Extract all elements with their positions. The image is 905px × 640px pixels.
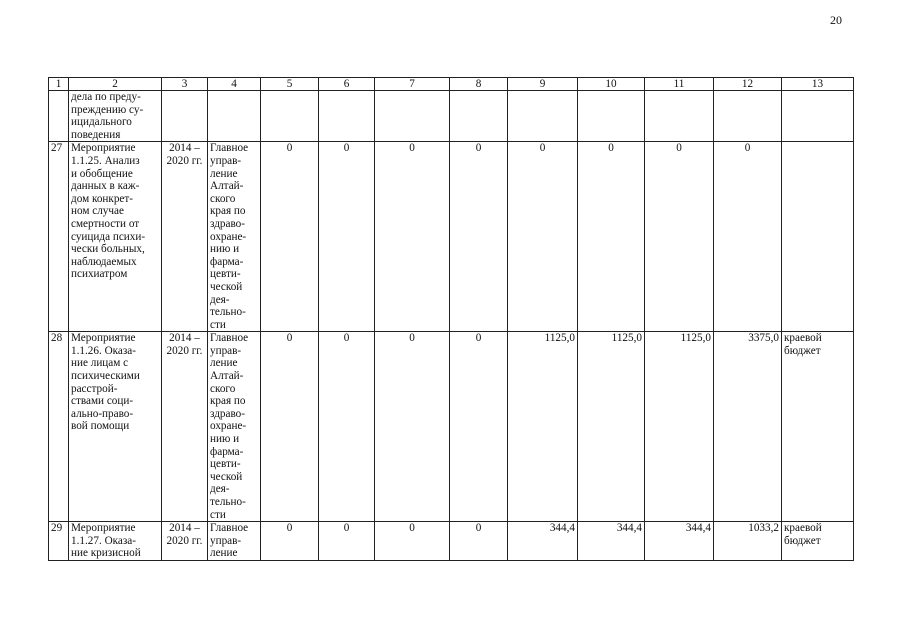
cell-value: 0 [450, 332, 508, 522]
text-line: охране- [210, 420, 247, 433]
cell-value [645, 91, 714, 142]
cell-term [162, 522, 208, 561]
text-line: Мероприятие [71, 142, 136, 155]
table-row [49, 522, 854, 561]
column-header: 3 [162, 78, 208, 91]
cell-value: 0 [450, 522, 508, 561]
text-line: тельно- [210, 496, 246, 508]
cell-source [782, 332, 854, 522]
text-line: дея- [210, 293, 230, 306]
cell-num: 29 [49, 522, 69, 561]
cell-term [162, 332, 208, 522]
cell-value: 1125,0 [508, 332, 578, 522]
cell-value: 0 [319, 522, 375, 561]
text-line: ние кризисной [71, 547, 141, 560]
text-line: дела по преду- [71, 91, 141, 103]
cell-num: 28 [49, 332, 69, 522]
column-header: 8 [450, 78, 508, 91]
text-line: ствами соци- [71, 395, 134, 408]
column-header: 4 [208, 78, 261, 91]
text-line: здраво- [210, 217, 245, 230]
cell-value: 0 [645, 142, 714, 332]
text-line: Алтай- [210, 370, 244, 383]
text-line: ально-право- [71, 407, 134, 420]
cell-value: 0 [261, 332, 319, 522]
text-line: и обобщение [71, 167, 133, 180]
text-line: управ- [210, 534, 242, 547]
text-line: ном случае [71, 205, 124, 218]
cell-value: 0 [578, 142, 645, 332]
text-line: управ- [210, 154, 242, 167]
cell-name [69, 332, 162, 522]
column-header: 11 [645, 78, 714, 91]
text-line: тельно- [210, 306, 246, 319]
text-line: смертности от [71, 217, 140, 230]
text-line: ского [210, 382, 236, 395]
text-line: краевой [784, 332, 822, 345]
text-line: расстрой- [71, 382, 118, 395]
text-line: ление [210, 547, 238, 560]
text-line: охране- [210, 230, 247, 243]
column-header: 12 [714, 78, 782, 91]
text-line: цевти- [210, 268, 241, 281]
cell-value: 0 [375, 142, 450, 332]
text-line: наблюдаемых [71, 255, 137, 268]
cell-value [319, 91, 375, 142]
text-line: управ- [210, 344, 242, 357]
text-line: дом конкрет- [71, 192, 134, 205]
cell-value: 0 [319, 332, 375, 522]
text-line: края по [210, 395, 246, 408]
text-line: бюджет [784, 344, 821, 357]
text-line: Главное [210, 142, 249, 155]
text-line: бюджет [784, 534, 821, 547]
column-header: 6 [319, 78, 375, 91]
text-line: сти [210, 508, 226, 521]
text-line: суицида психи- [71, 230, 146, 243]
text-line: ческой [210, 470, 243, 483]
text-line: ление [210, 357, 238, 370]
column-header: 10 [578, 78, 645, 91]
text-line: 2020 гг. [166, 344, 203, 357]
page-number: 20 [830, 13, 842, 27]
cell-source [782, 522, 854, 561]
text-line: Мероприятие [71, 522, 136, 535]
cell-executor [208, 91, 261, 142]
cell-term [162, 142, 208, 332]
text-line: 1.1.25. Анализ [71, 154, 140, 167]
cell-value: 0 [508, 142, 578, 332]
text-line: Алтай- [210, 180, 244, 193]
cell-value [261, 91, 319, 142]
text-line: 2014 – [169, 142, 200, 155]
text-line: фарма- [210, 255, 244, 268]
cell-value: 0 [261, 522, 319, 561]
text-line: чески больных, [71, 243, 145, 256]
text-line: нию и [210, 433, 240, 446]
text-line: нию и [210, 243, 240, 256]
text-line: дея- [210, 483, 230, 496]
cell-value: 1125,0 [578, 332, 645, 522]
cell-term [162, 91, 208, 142]
cell-num [49, 91, 69, 142]
text-line: ние лицам с [71, 357, 129, 370]
column-header: 13 [782, 78, 854, 91]
text-line: психиатром [71, 268, 128, 281]
cell-value [578, 91, 645, 142]
text-line: преждению су- [71, 103, 144, 116]
text-line: поведения [71, 128, 121, 141]
cell-value: 0 [261, 142, 319, 332]
cell-value: 1125,0 [645, 332, 714, 522]
text-line: вой помощи [71, 420, 130, 433]
text-line: 1.1.26. Оказа- [71, 344, 136, 357]
cell-value: 3375,0 [714, 332, 782, 522]
cell-source [782, 91, 854, 142]
cell-value: 0 [450, 142, 508, 332]
text-line: Главное [210, 522, 249, 535]
cell-value: 344,4 [508, 522, 578, 561]
cell-value [375, 91, 450, 142]
text-line: 2020 гг. [166, 534, 203, 547]
text-line: Мероприятие [71, 332, 136, 345]
text-line: здраво- [210, 407, 245, 420]
cell-name [69, 91, 162, 142]
cell-value: 344,4 [578, 522, 645, 561]
cell-executor [208, 522, 261, 561]
table-row [49, 142, 854, 332]
cell-name [69, 142, 162, 332]
data-table [48, 77, 854, 561]
text-line: ицидального [71, 116, 132, 129]
text-line: краевой [784, 522, 822, 535]
column-header: 7 [375, 78, 450, 91]
column-header: 9 [508, 78, 578, 91]
text-line: 2014 – [169, 332, 200, 345]
text-line: сти [210, 318, 226, 331]
cell-value [508, 91, 578, 142]
cell-source [782, 142, 854, 332]
cell-executor [208, 332, 261, 522]
text-line: ление [210, 167, 238, 180]
text-line: Главное [210, 332, 249, 345]
cell-value: 0 [375, 332, 450, 522]
table-row-continuation [49, 91, 854, 142]
column-header: 1 [49, 78, 69, 91]
text-line: ского [210, 192, 236, 205]
column-header: 2 [69, 78, 162, 91]
cell-value: 344,4 [645, 522, 714, 561]
text-line: 2014 – [169, 522, 200, 535]
cell-value: 0 [375, 522, 450, 561]
cell-value: 0 [714, 142, 782, 332]
cell-num: 27 [49, 142, 69, 332]
cell-value: 0 [319, 142, 375, 332]
text-line: 1.1.27. Оказа- [71, 534, 136, 547]
cell-value: 1033,2 [714, 522, 782, 561]
text-line: ческой [210, 280, 243, 293]
column-header-row [49, 78, 854, 91]
text-line: края по [210, 205, 246, 218]
text-line: 2020 гг. [166, 154, 203, 167]
text-line: фарма- [210, 445, 244, 458]
cell-value [714, 91, 782, 142]
text-line: данных в каж- [71, 180, 140, 193]
cell-value [450, 91, 508, 142]
column-header: 5 [261, 78, 319, 91]
cell-executor [208, 142, 261, 332]
text-line: психическими [71, 370, 140, 383]
cell-name [69, 522, 162, 561]
text-line: цевти- [210, 458, 241, 471]
table-row [49, 332, 854, 522]
